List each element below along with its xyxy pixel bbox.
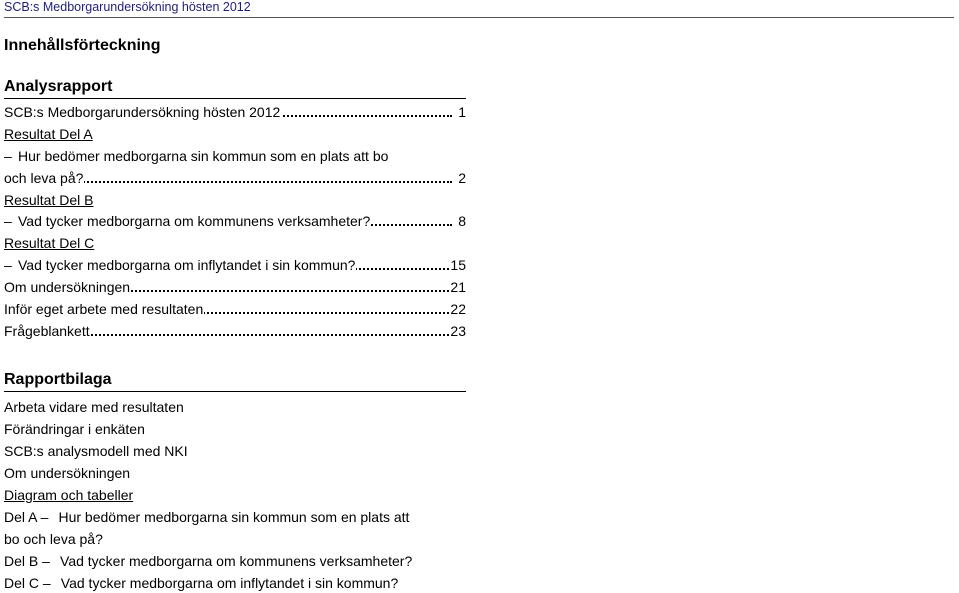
- toc-subheading[interactable]: Resultat Del A: [4, 126, 93, 142]
- toc-subheading[interactable]: Resultat Del B: [4, 192, 94, 208]
- toc-title: Innehållsförteckning: [4, 37, 161, 54]
- section-heading-rapportbilaga: Rapportbilaga: [4, 371, 112, 388]
- toc-entry-text: Frågeblankett: [4, 323, 90, 339]
- appendix-entry[interactable]: [4, 551, 412, 571]
- toc-page-number: 15: [450, 257, 466, 273]
- toc-entry-label: Hur bedömer medborgarna sin kommun som en plats att bo: [18, 148, 389, 164]
- appendix-entry[interactable]: [4, 507, 409, 527]
- toc-page-number: 8: [458, 213, 466, 229]
- toc-entry-label: Vad tycker medborgarna om inflytandet i sin kommun?: [18, 257, 356, 273]
- toc-entry-text: SCB:s Medborgarundersökning hösten 2012: [4, 104, 281, 120]
- dash-glyph: –: [42, 553, 50, 569]
- appendix-entry[interactable]: [4, 573, 398, 593]
- appendix-entry[interactable]: Diagram och tabeller: [4, 487, 134, 503]
- toc-entry-text: och leva på?: [4, 170, 84, 186]
- toc-entry-label: Vad tycker medborgarna om kommunens verksamheter?: [18, 213, 371, 229]
- appendix-entry[interactable]: bo och leva på?: [4, 531, 103, 547]
- toc-entry-text[interactable]: [4, 146, 388, 166]
- dash-glyph: –: [42, 575, 51, 591]
- toc-entry-text: Inför eget arbete med resultaten: [4, 301, 204, 317]
- toc-entry[interactable]: [4, 255, 466, 275]
- toc-entry-text: [4, 213, 371, 229]
- appendix-entry[interactable]: Förändringar i enkäten: [4, 421, 145, 437]
- appendix-entry-text: Vad tycker medborgarna om inflytandet i sin kommun?: [60, 575, 399, 591]
- appendix-entry[interactable]: Arbeta vidare med resultaten: [4, 399, 184, 415]
- appendix-entry-label: Del C: [4, 575, 40, 591]
- toc-entry-text: [4, 257, 356, 273]
- section-heading-analysrapport: Analysrapport: [4, 78, 113, 95]
- running-header: SCB:s Medborgarundersökning hösten 2012: [4, 0, 954, 18]
- dash-glyph: –: [4, 148, 12, 164]
- appendix-entry[interactable]: SCB:s analysmodell med NKI: [4, 443, 188, 459]
- toc-subheading[interactable]: Resultat Del C: [4, 235, 95, 251]
- appendix-entry[interactable]: Om undersökningen: [4, 465, 131, 481]
- toc-entry-text: Om undersökningen: [4, 279, 131, 295]
- toc-page-number: 22: [450, 301, 466, 317]
- appendix-entry-text: Hur bedömer medborgarna sin kommun som en plats att: [58, 509, 410, 525]
- toc-entry[interactable]: [4, 321, 466, 341]
- appendix-entry-text: Vad tycker medborgarna om kommunens verksamheter?: [60, 553, 413, 569]
- toc-page-number: 21: [450, 279, 466, 295]
- toc-page-number: 2: [458, 170, 466, 186]
- toc-entry[interactable]: [4, 211, 466, 231]
- appendix-entry-label: Del B: [4, 553, 39, 569]
- section-rule: [4, 98, 466, 99]
- toc-entry[interactable]: [4, 102, 466, 122]
- toc-entry[interactable]: [4, 299, 466, 319]
- dash-glyph: –: [4, 257, 12, 273]
- dash-glyph: –: [4, 213, 12, 229]
- toc-entry[interactable]: [4, 277, 466, 297]
- section-rule: [4, 391, 466, 392]
- toc-entry[interactable]: [4, 168, 466, 188]
- toc-page-number: 1: [458, 104, 466, 120]
- appendix-entry-label: Del A: [4, 509, 37, 525]
- dash-glyph: –: [40, 509, 49, 525]
- toc-page-number: 23: [450, 323, 466, 339]
